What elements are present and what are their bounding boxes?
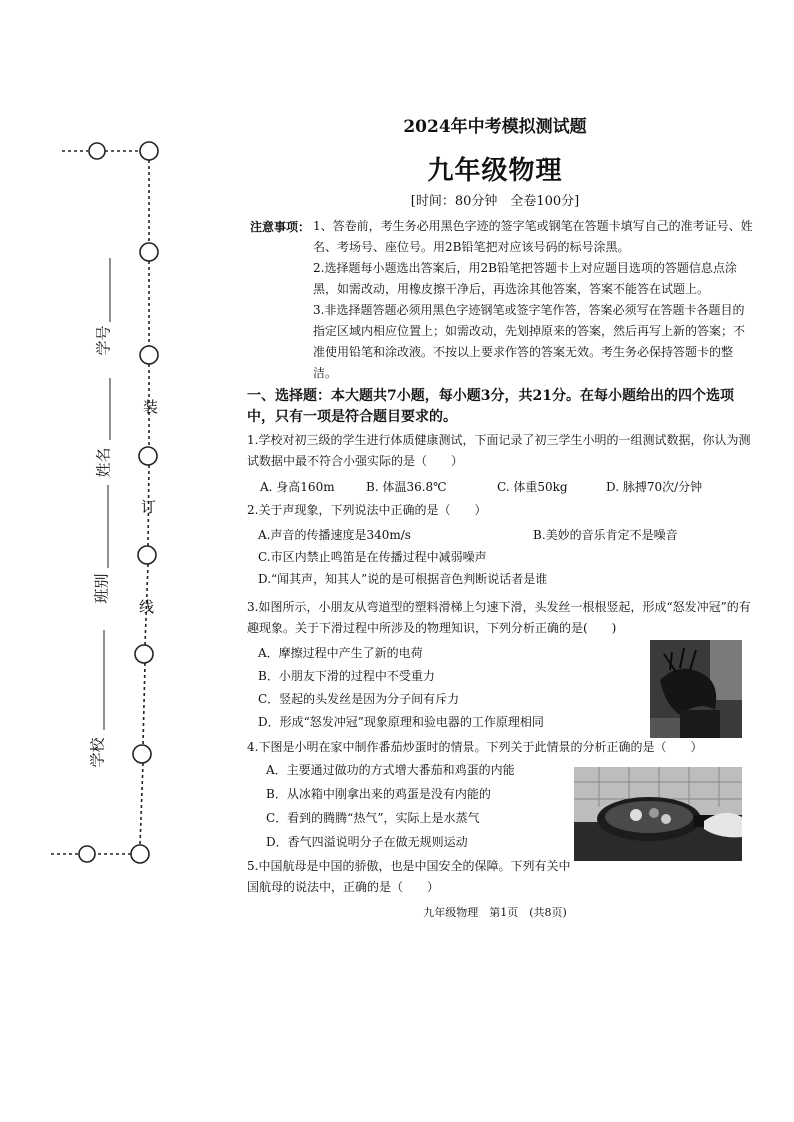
question-4-stem: 4.下图是小明在家中制作番茄炒蛋时的情景。下列关于此情景的分析正确的是（ ） xyxy=(247,740,703,754)
seal-char-xian: 线 xyxy=(139,598,155,616)
q4-option-b: B．从冰箱中刚拿出来的鸡蛋是没有内能的 xyxy=(266,787,491,801)
q3-option-b: B．小朋友下滑的过程中不受重力 xyxy=(258,669,435,683)
q1-option-c: C. 体重50kg xyxy=(497,480,568,494)
q1-option-d: D. 脉搏70次/分钟 xyxy=(606,480,703,494)
subject-title: 九年级物理 xyxy=(427,156,563,186)
note-item: 2.选择题每小题选出答案后，用2B铅笔把答题卡上对应题目选项的答题信息点涂黑，如需改动，用橡皮擦干净后，再选涂其他答案，答案不能答在试题上。 xyxy=(313,261,737,296)
seal-char-ding: 订 xyxy=(141,498,157,516)
class-label: 班别 xyxy=(92,573,111,604)
exam-title: 2024年中考模拟测试题 xyxy=(403,117,587,137)
section-heading: 一、选择题：本大题共7小题，每小题3分，共21分。在每小题给出的四个选项中，只有一项是符合题目要求的。 xyxy=(247,388,734,425)
q2-option-d: D.“闻其声，知其人”说的是可根据音色判断说话者是谁 xyxy=(258,572,548,586)
q1-option-b: B. 体温36.8℃ xyxy=(366,480,447,494)
name-label: 姓名 xyxy=(94,447,113,478)
q2-option-b: B.美妙的音乐肯定不是噪音 xyxy=(533,528,678,542)
q4-option-c: C．看到的腾腾“热气”，实际上是水蒸气 xyxy=(266,811,480,825)
q4-option-a: A．主要通过做功的方式增大番茄和鸡蛋的内能 xyxy=(266,763,515,777)
question-2-stem: 2.关于声现象，下列说法中正确的是（ ） xyxy=(247,503,487,517)
cooking-photo xyxy=(574,767,742,861)
q3-option-a: A．摩擦过程中产生了新的电荷 xyxy=(258,646,423,660)
seal-char-zhuang: 装 xyxy=(143,398,159,416)
note-item: 3.非选择题答题必须用黑色字迹钢笔或签字笔作答，答案必须写在答题卡各题目的指定区域内相应位置上；如需改动，先划掉原来的答案，然后再写上新的答案；不准使用铅笔和涂改液。不按以上要求作答的答案无效。考生务必保持答题卡的整洁。 xyxy=(313,303,746,380)
school-label: 学校 xyxy=(88,737,107,768)
student-id-label: 学号 xyxy=(94,325,113,356)
slide-photo xyxy=(650,640,742,738)
question-1-stem: 1.学校对初三级的学生进行体质健康测试，下面记录了初三学生小明的一组测试数据，你认为测试数据中最不符合小强实际的是（ ） xyxy=(247,433,751,468)
q2-option-c: C.市区内禁止鸣笛是在传播过程中减弱噪声 xyxy=(258,550,487,564)
question-5-stem: 5.中国航母是中国的骄傲，也是中国安全的保障。下列有关中国航母的说法中，正确的是（ ） xyxy=(247,859,571,894)
q4-option-d: D．香气四溢说明分子在做无规则运动 xyxy=(266,835,468,849)
question-3-stem: 3.如图所示，小朋友从弯道型的塑料滑梯上匀速下滑，头发丝一根根竖起，形成“怒发冲冠”的有趣现象。关于下滑过程中所涉及的物理知识，下列分析正确的是( ) xyxy=(247,600,751,635)
notes-label: 注意事项： xyxy=(250,220,311,234)
page-footer: 九年级物理 第1页 (共8页) xyxy=(423,906,567,919)
q3-option-c: C．竖起的头发丝是因为分子间有斥力 xyxy=(258,692,460,706)
q1-option-a: A. 身高160m xyxy=(260,480,335,494)
q3-option-d: D．形成“怒发冲冠”现象原理和验电器的工作原理相同 xyxy=(258,715,544,729)
note-item: 1、答卷前，考生务必用黑色字迹的签字笔或钢笔在答题卡填写自己的准考证号、姓名、考场号、座位号。用2B铅笔把对应该号码的标号涂黑。 xyxy=(313,219,753,254)
time-info: [时间：80分钟 全卷100分] xyxy=(410,194,580,209)
q2-option-a: A.声音的传播速度是340m/s xyxy=(258,528,411,542)
